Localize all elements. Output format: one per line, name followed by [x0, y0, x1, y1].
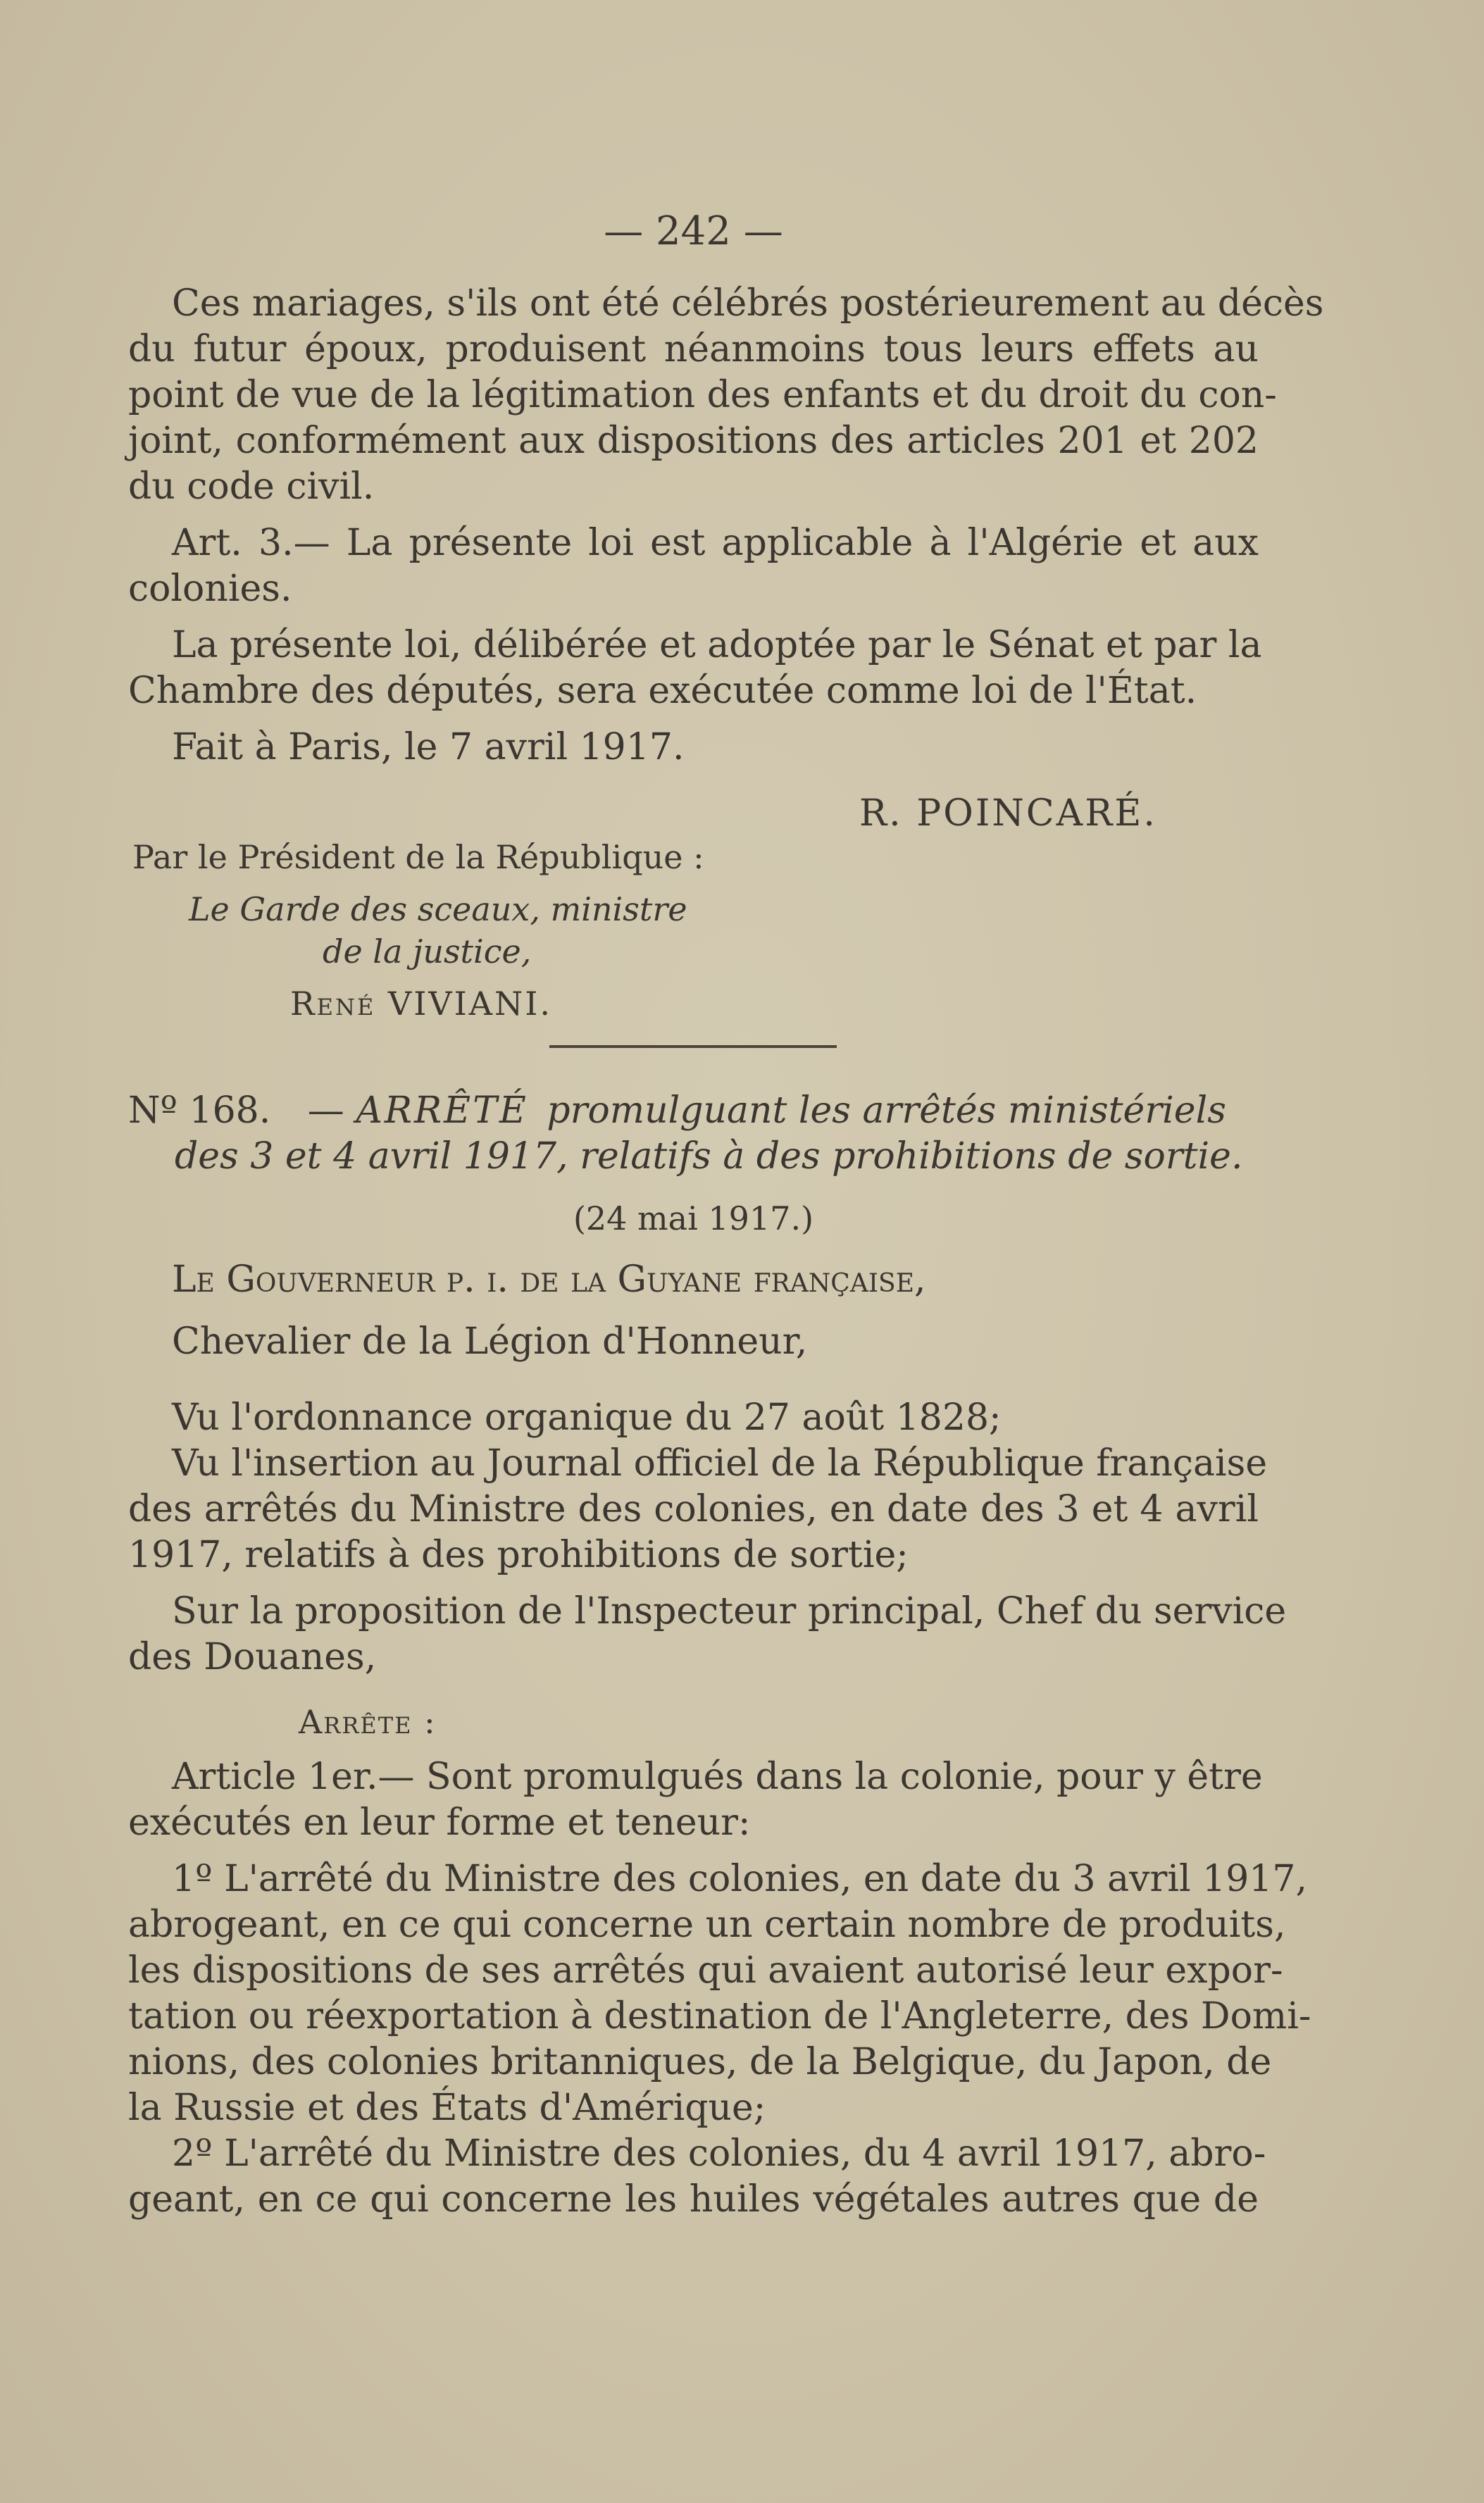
date-line: Fait à Paris, le 7 avril 1917.	[172, 726, 685, 768]
law-text-line: point de vue de la légitimation des enfants et du droit du con-	[128, 374, 1277, 416]
arrete-date: (24 mai 1917.)	[573, 1199, 814, 1237]
countersign-title: Le Garde des sceaux, ministre	[189, 890, 687, 928]
signature-poincare: R. POINCARÉ.	[859, 792, 1157, 835]
item-1-line: 1º L'arrêté du Ministre des colonies, en date du 3 avril 1917,	[172, 1858, 1307, 1900]
author-line: Le Gouverneur p. i. de la Guyane française,	[172, 1259, 926, 1301]
article-3-line: colonies.	[128, 568, 292, 610]
arrete-dash: —	[307, 1090, 344, 1132]
execution-line: La présente loi, délibérée et adoptée par le Sénat et par la	[172, 624, 1262, 666]
law-text-line: du futur époux, produisent néanmoins tous leurs effets au	[128, 328, 1259, 370]
item-1-line: nions, des colonies britanniques, de la Belgique, du Japon, de	[128, 2041, 1272, 2083]
arrete-heading-line: des 3 et 4 avril 1917, relatifs à des prohibitions de sortie.	[175, 1135, 1243, 1178]
vu-line: 1917, relatifs à des prohibitions de sortie;	[128, 1534, 909, 1576]
arrete-label: Arrête :	[299, 1703, 437, 1741]
item-1-line: la Russie et des États d'Amérique;	[128, 2087, 766, 2129]
item-2-line: geant, en ce qui concerne les huiles végétales autres que de	[128, 2178, 1259, 2221]
author-line: Chevalier de la Légion d'Honneur,	[172, 1321, 808, 1363]
arrete-heading	[128, 1087, 1259, 1134]
arrete-number: Nº 168.	[128, 1090, 271, 1132]
item-2-line: 2º L'arrêté du Ministre des colonies, du 4 avril 1917, abro-	[172, 2133, 1266, 2175]
proposal-line: Sur la proposition de l'Inspecteur principal, Chef du service	[172, 1590, 1287, 1633]
vu-line: des arrêtés du Ministre des colonies, en date des 3 et 4 avril	[128, 1488, 1259, 1530]
countersign-title: de la justice,	[323, 932, 532, 970]
law-text-line: Ces mariages, s'ils ont été célébrés postérieurement au décès	[172, 282, 1324, 325]
vu-line: Vu l'insertion au Journal officiel de la République française	[172, 1442, 1268, 1485]
arrete-title: ARRÊTÉ	[356, 1090, 528, 1132]
item-1-line: les dispositions de ses arrêtés qui avaient autorisé leur expor-	[128, 1949, 1283, 1992]
law-text-line: joint, conformément aux dispositions des articles 201 et 202	[128, 420, 1259, 462]
arrete-title-rest: promulguant les arrêtés ministériels	[547, 1090, 1226, 1132]
vu-line: Vu l'ordonnance organique du 27 août 1828;	[172, 1397, 1002, 1439]
countersign-label: Par le Président de la République :	[132, 838, 704, 876]
section-divider	[549, 1045, 837, 1048]
article-3-line: Art. 3.— La présente loi est applicable à l'Algérie et aux	[172, 522, 1259, 564]
page-number: — 242 —	[604, 208, 783, 254]
countersign-name: René VIVIANI.	[290, 985, 553, 1023]
item-1-line: tation ou réexportation à destination de l'Angleterre, des Domi-	[128, 1995, 1311, 2037]
item-1-line: abrogeant, en ce qui concerne un certain nombre de produits,	[128, 1904, 1286, 1946]
execution-line: Chambre des députés, sera exécutée comme loi de l'État.	[128, 670, 1197, 712]
law-text-line: du code civil.	[128, 466, 375, 508]
proposal-line: des Douanes,	[128, 1636, 377, 1678]
article-1-line: exécutés en leur forme et teneur:	[128, 1802, 751, 1844]
article-1-line: Article 1er.— Sont promulgués dans la colonie, pour y être	[172, 1756, 1263, 1798]
